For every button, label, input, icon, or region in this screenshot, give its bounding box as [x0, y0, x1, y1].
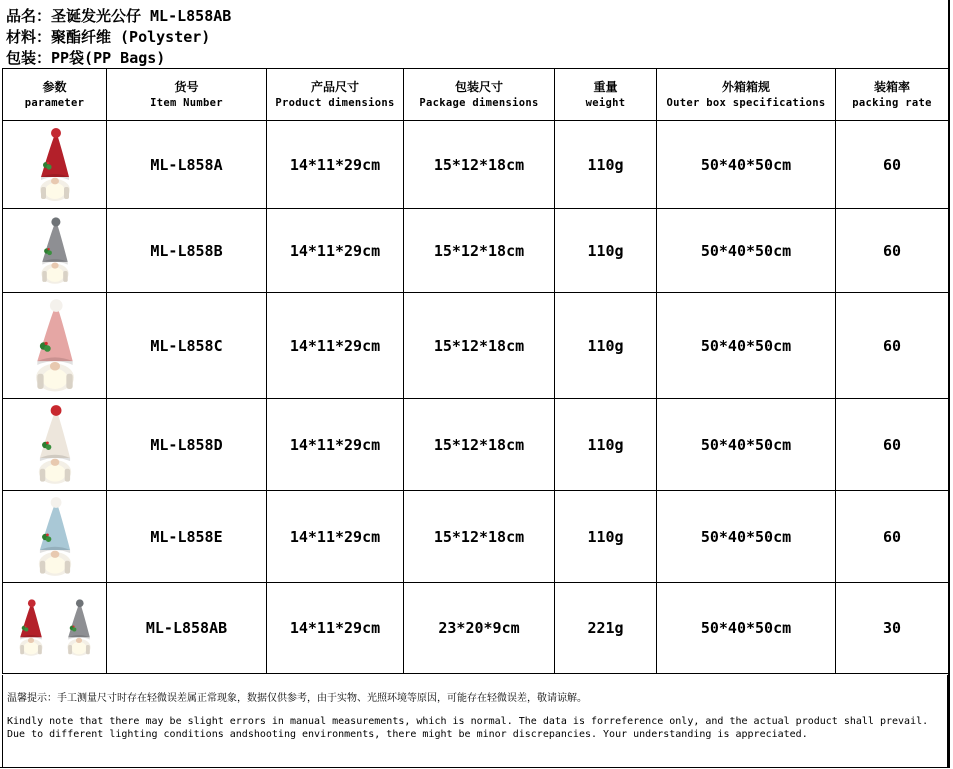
packing-rate-cell: 60	[836, 209, 949, 293]
col-header-item-number: 货号 Item Number	[107, 69, 267, 121]
gnome-photo-icon	[35, 216, 75, 286]
product-photo-cell	[3, 491, 107, 583]
outer-box-cell: 50*40*50cm	[657, 121, 836, 209]
weight-cell: 110g	[555, 293, 657, 399]
packing-rate-cell: 60	[836, 121, 949, 209]
product-photo-cell	[3, 209, 107, 293]
gnome-photo-icon	[14, 597, 48, 659]
outer-box-cell: 50*40*50cm	[657, 399, 836, 491]
packing-rate-cell: 60	[836, 399, 949, 491]
outer-box-cell: 50*40*50cm	[657, 293, 836, 399]
weight-cell: 110g	[555, 209, 657, 293]
product-dim-cell: 14*11*29cm	[267, 209, 404, 293]
outer-box-cell: 50*40*50cm	[657, 491, 836, 583]
product-dim-cell: 14*11*29cm	[267, 583, 404, 674]
note-english: Kindly note that there may be slight errors in manual measurements, which is normal. The data is forreference only, and the actual product shall prevail. Due to different lighting conditions andshooting environments, there might be minor discrepancies. Your understanding is appreciated.	[7, 716, 929, 740]
weight-cell: 110g	[555, 491, 657, 583]
package-dim-cell: 15*12*18cm	[404, 491, 555, 583]
table-row	[3, 121, 949, 209]
gnome-pair	[3, 597, 106, 659]
product-dim-cell: 14*11*29cm	[267, 293, 404, 399]
col-header-packing-rate: 装箱率 packing rate	[836, 69, 949, 121]
package-dim-cell: 15*12*18cm	[404, 399, 555, 491]
item-number-cell: ML-L858AB	[107, 583, 267, 674]
gnome-photo-icon	[62, 597, 96, 659]
table-row	[3, 491, 949, 583]
packing-rate-cell: 30	[836, 583, 949, 674]
table-row	[3, 583, 949, 674]
product-name-line: 品名：圣诞发光公仔 ML-L858AB	[6, 7, 232, 25]
col-header-product-dimensions: 产品尺寸 Product dimensions	[267, 69, 404, 121]
product-dim-cell: 14*11*29cm	[267, 399, 404, 491]
package-dim-cell: 15*12*18cm	[404, 209, 555, 293]
gnome-photo-icon	[33, 127, 77, 203]
table-row	[3, 293, 949, 399]
product-dim-cell: 14*11*29cm	[267, 491, 404, 583]
weight-cell: 110g	[555, 121, 657, 209]
col-header-parameter: 参数 parameter	[3, 69, 107, 121]
product-photo-cell	[3, 583, 107, 674]
package-dim-cell: 23*20*9cm	[404, 583, 555, 674]
package-dim-cell: 15*12*18cm	[404, 293, 555, 399]
material-line: 材料：聚酯纤维 (Polyster)	[6, 28, 211, 46]
table-row	[3, 399, 949, 491]
table-header-row	[3, 69, 949, 121]
gnome-photo-icon	[27, 298, 83, 394]
col-header-weight: 重量 weight	[555, 69, 657, 121]
gnome-photo-icon	[31, 496, 79, 578]
item-number-cell: ML-L858E	[107, 491, 267, 583]
product-dim-cell: 14*11*29cm	[267, 121, 404, 209]
notes-section	[2, 675, 948, 768]
product-photo-cell	[3, 121, 107, 209]
weight-cell: 110g	[555, 399, 657, 491]
spec-table	[2, 68, 949, 674]
product-photo-cell	[3, 293, 107, 399]
sheet-header	[6, 6, 948, 69]
weight-cell: 221g	[555, 583, 657, 674]
item-number-cell: ML-L858C	[107, 293, 267, 399]
item-number-cell: ML-L858D	[107, 399, 267, 491]
gnome-photo-icon	[31, 404, 79, 486]
item-number-cell: ML-L858B	[107, 209, 267, 293]
note-chinese: 温馨提示：手工测量尺寸时存在轻微误差属正常现象，数据仅供参考，由于实物、光照环境等原因，可能存在轻微误差，敬请谅解。	[7, 693, 587, 704]
item-number-cell: ML-L858A	[107, 121, 267, 209]
packaging-line: 包装：PP袋(PP Bags)	[6, 49, 166, 67]
packing-rate-cell: 60	[836, 293, 949, 399]
product-photo-cell	[3, 399, 107, 491]
col-header-outer-box: 外箱箱规 Outer box specifications	[657, 69, 836, 121]
outer-box-cell: 50*40*50cm	[657, 209, 836, 293]
outer-box-cell: 50*40*50cm	[657, 583, 836, 674]
col-header-package-dimensions: 包装尺寸 Package dimensions	[404, 69, 555, 121]
table-row	[3, 209, 949, 293]
packing-rate-cell: 60	[836, 491, 949, 583]
package-dim-cell: 15*12*18cm	[404, 121, 555, 209]
